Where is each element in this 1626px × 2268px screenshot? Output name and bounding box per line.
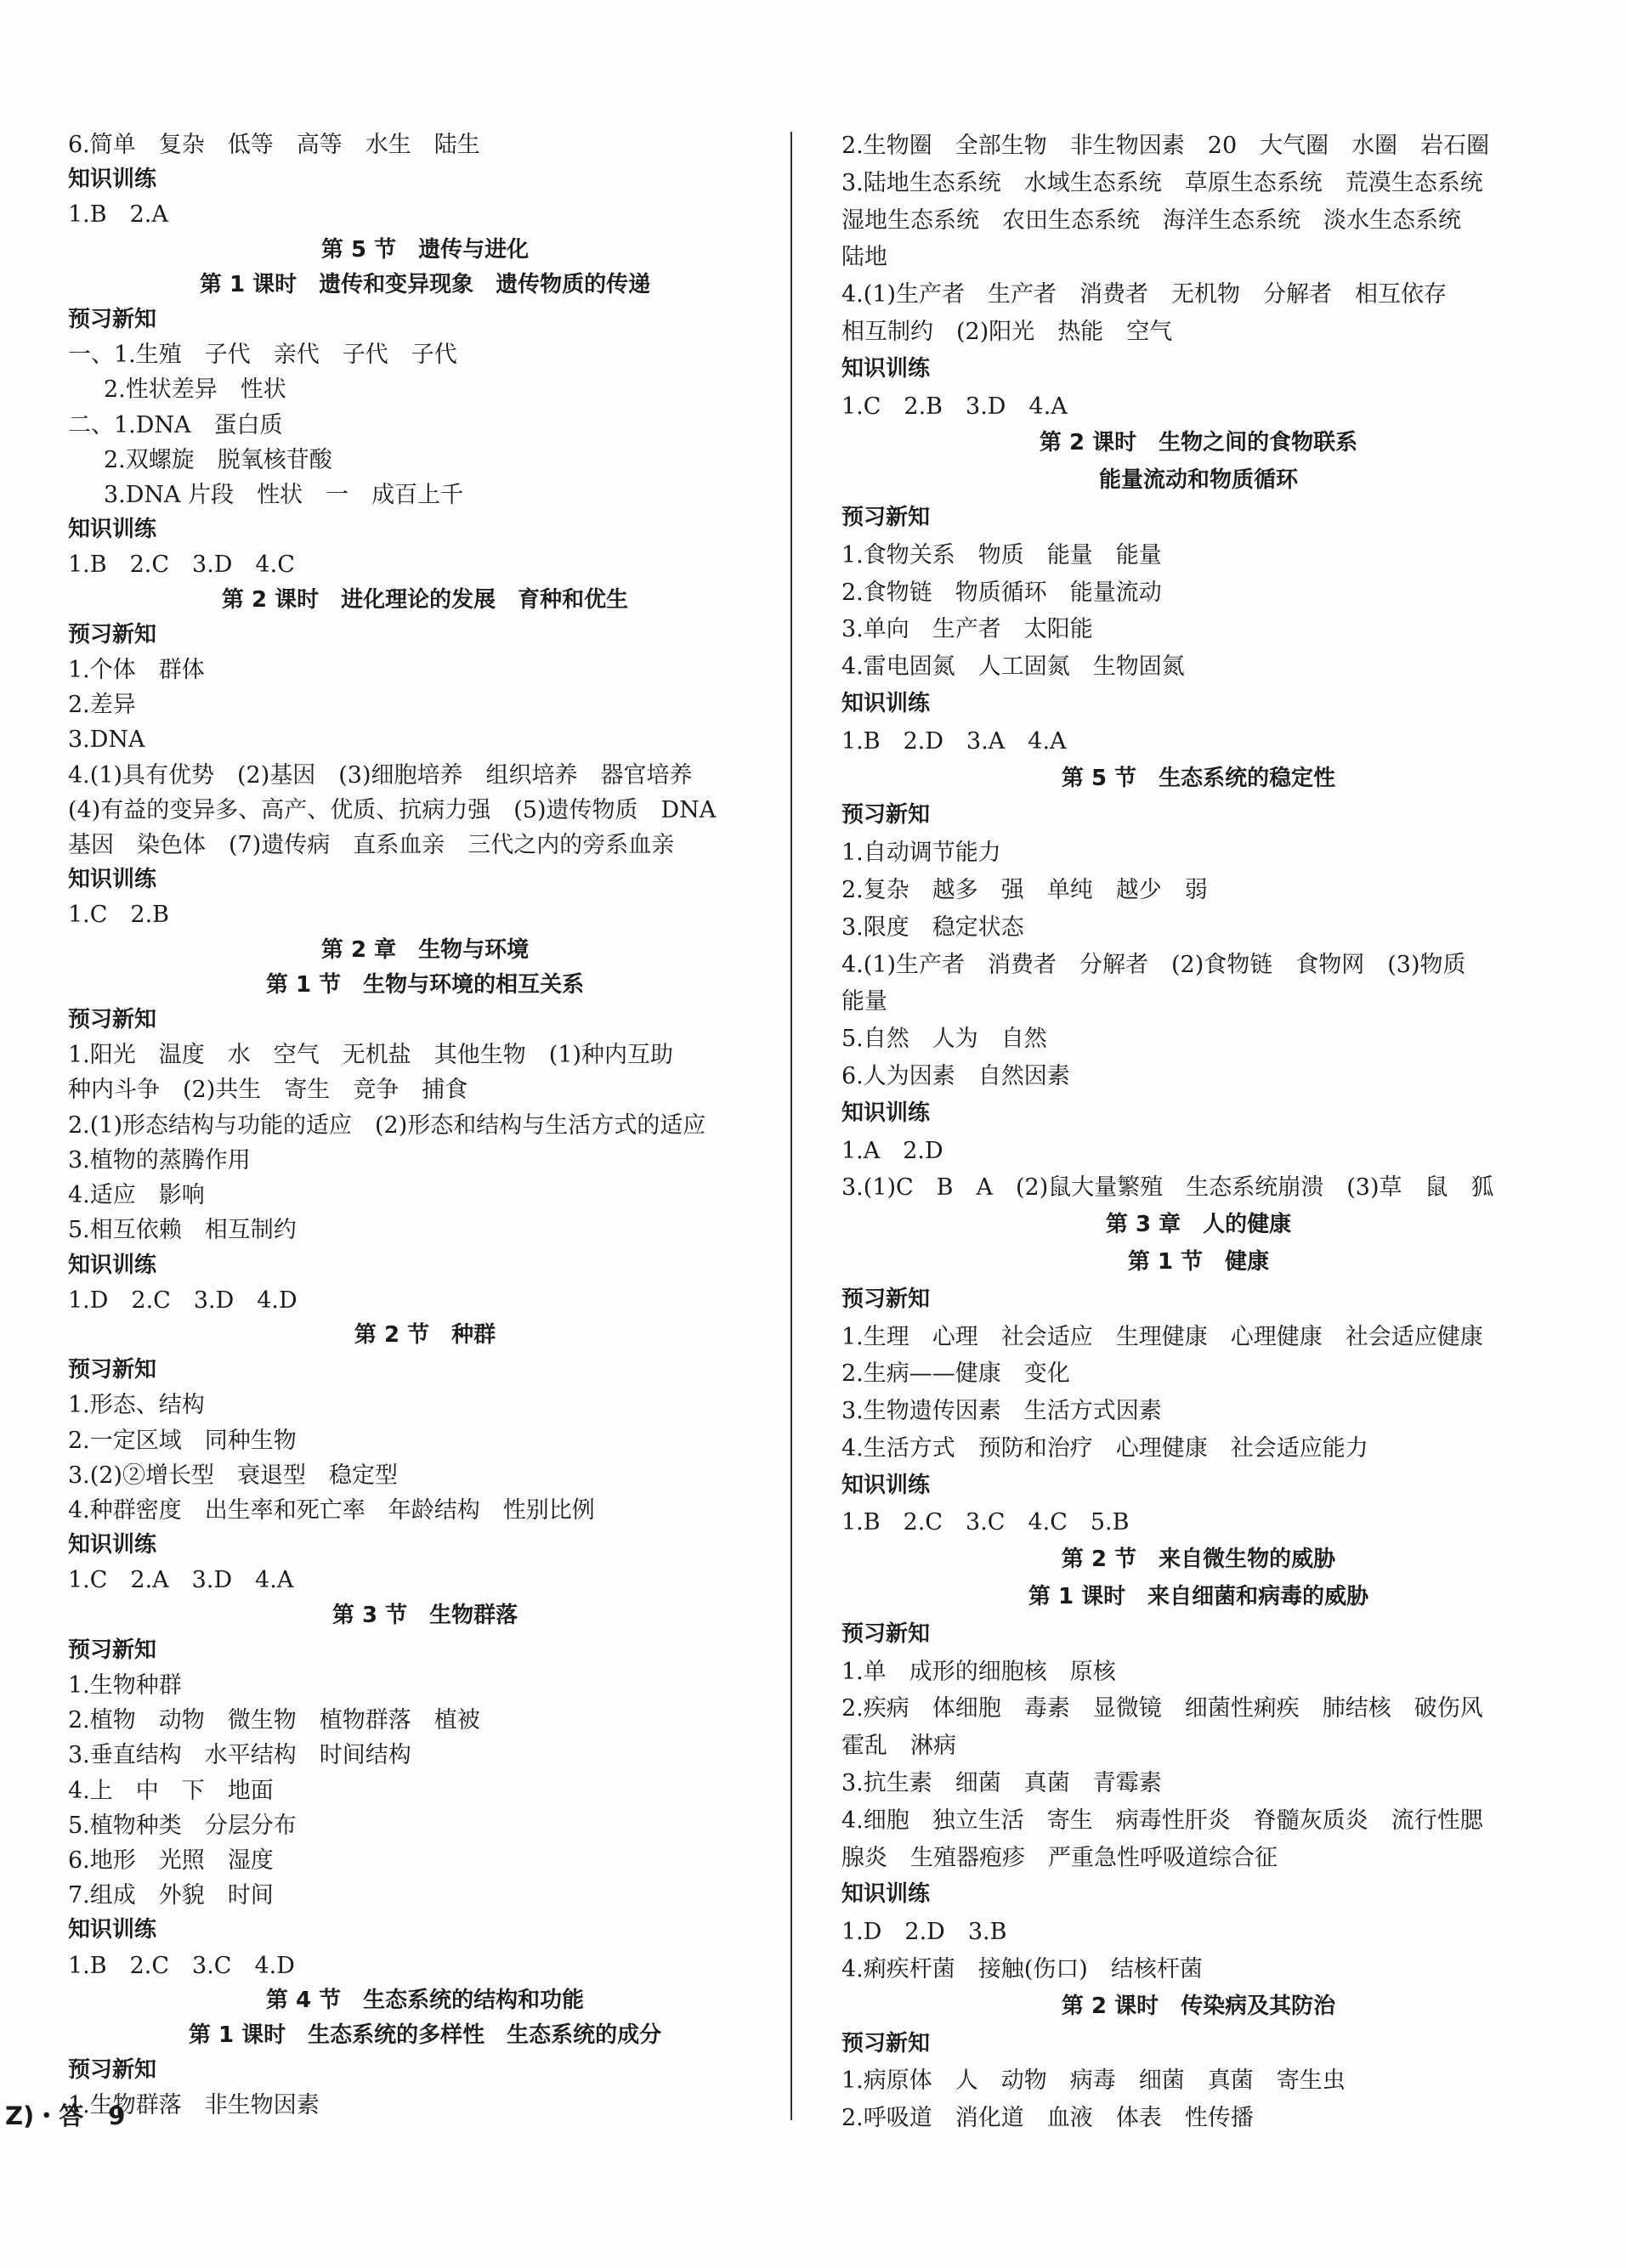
page-footer: Z)・答 9 (5, 2101, 126, 2130)
answer-line: 6.简单 复杂 低等 高等 水生 陆生 (68, 132, 480, 158)
answer-line: 2.疾病 体细胞 毒素 显微镜 细菌性痢疾 肺结核 破伤风 (841, 1695, 1483, 1722)
section-heading: 第 5 节 遗传与进化 (320, 236, 530, 263)
subsection-label: 知识训练 (68, 517, 157, 543)
answer-line: 3.限度 稳定状态 (841, 913, 1024, 941)
answer-line: 4.种群密度 出生率和死亡率 年龄结构 性别比例 (68, 1496, 595, 1524)
answer-line: 4.雷电固氮 人工固氮 生物固氮 (841, 653, 1185, 681)
answer-line: 2.复杂 越多 强 单纯 越少 弱 (841, 876, 1208, 903)
answer-line: 1.食物关系 物质 能量 能量 (841, 541, 1162, 568)
answer-line: 2.性状差异 性状 (104, 376, 286, 404)
answer-line: 3.(1)C B A (2)鼠大量繁殖 生态系统崩溃 (3)草 鼠 狐 (841, 1174, 1494, 1202)
answer-line: 2.呼吸道 消化道 血液 体表 性传播 (841, 2105, 1254, 2132)
subsection-label: 知识训练 (68, 167, 157, 193)
answer-line: 1.B 2.C 3.C 4.C 5.B (841, 1509, 1130, 1536)
answer-line: 4.(1)生产者 消费者 分解者 (2)食物链 食物网 (3)物质 (841, 951, 1466, 978)
answer-line: 3.陆地生态系统 水域生态系统 草原生态系统 荒漠生态系统 (841, 169, 1483, 196)
answer-line: 2.差异 (68, 692, 136, 719)
section-heading: 第 1 课时 遗传和变异现象 遗传物质的传递 (199, 271, 651, 297)
answer-line: 3.植物的蒸腾作用 (68, 1146, 251, 1174)
answer-line: 1.个体 群体 (68, 657, 205, 684)
section-heading: 第 2 章 生物与环境 (320, 936, 530, 963)
answer-line: 基因 染色体 (7)遗传病 直系血亲 三代之内的旁系血亲 (68, 832, 675, 859)
answer-line: 种内斗争 (2)共生 寄生 竞争 捕食 (68, 1077, 468, 1104)
subsection-label: 预习新知 (68, 621, 157, 648)
answer-line: 1.形态、结构 (68, 1392, 205, 1419)
answer-line: 6.人为因素 自然因素 (841, 1062, 1070, 1089)
column-divider (790, 132, 792, 2120)
subsection-label: 预习新知 (841, 504, 931, 530)
subsection-label: 知识训练 (68, 1532, 157, 1558)
answer-line: 4.生活方式 预防和治疗 心理健康 社会适应能力 (841, 1434, 1368, 1462)
subsection-label: 预习新知 (841, 1620, 931, 1647)
answer-line: 4.适应 影响 (68, 1182, 205, 1209)
section-heading: 第 2 课时 进化理论的发展 育种和优生 (221, 586, 629, 613)
answer-line: 湿地生态系统 农田生态系统 海洋生态系统 淡水生态系统 (841, 206, 1461, 234)
section-heading: 第 5 节 生态系统的稳定性 (1061, 765, 1336, 791)
answer-line: 7.组成 外貌 时间 (68, 1882, 274, 1909)
answer-line: 3.单向 生产者 太阳能 (841, 616, 1093, 643)
section-heading: 能量流动和物质循环 (1098, 467, 1298, 494)
answer-line: 4.(1)具有优势 (2)基因 (3)细胞培养 组织培养 器官培养 (68, 761, 693, 789)
subsection-label: 知识训练 (841, 355, 931, 382)
answer-line: 3.抗生素 细菌 真菌 青霉素 (841, 1770, 1162, 1797)
answer-line: 1.D 2.D 3.B (841, 1919, 1007, 1946)
answer-line: 5.相互依赖 相互制约 (68, 1217, 297, 1244)
subsection-label: 知识训练 (841, 1100, 931, 1126)
left-column (68, 127, 782, 2124)
answer-line: 陆地 (841, 244, 887, 271)
answer-line: 1.D 2.C 3.D 4.D (68, 1287, 297, 1314)
subsection-label: 知识训练 (68, 867, 157, 893)
answer-line: 2.生物圈 全部生物 非生物因素 20 大气圈 水圈 岩石圈 (841, 133, 1490, 159)
answer-line: 1.B 2.C 3.D 4.C (68, 551, 295, 579)
subsection-label: 预习新知 (841, 802, 931, 829)
answer-line: 2.双螺旋 脱氧核苷酸 (104, 446, 332, 473)
answer-line: 1.病原体 人 动物 病毒 细菌 真菌 寄生虫 (841, 2067, 1346, 2095)
section-heading: 第 1 课时 来自细菌和病毒的威胁 (1028, 1584, 1369, 1610)
answer-line: 1.阳光 温度 水 空气 无机盐 其他生物 (1)种内互助 (68, 1042, 674, 1069)
answer-line: 二、1.DNA 蛋白质 (68, 411, 283, 438)
answer-line: 3.垂直结构 水平结构 时间结构 (68, 1742, 411, 1769)
section-heading: 第 4 节 生态系统的结构和功能 (265, 1987, 585, 2013)
answer-line: 2.食物链 物质循环 能量流动 (841, 579, 1162, 606)
answer-line: 2.生病——健康 变化 (841, 1360, 1070, 1388)
subsection-label: 知识训练 (841, 1881, 931, 1908)
subsection-label: 预习新知 (68, 1357, 157, 1383)
section-heading: 第 1 节 健康 (1127, 1248, 1270, 1275)
answer-line: 1.B 2.A (68, 201, 168, 229)
answer-line: 1.自动调节能力 (841, 840, 1001, 867)
answer-line: 1.C 2.B (68, 902, 170, 929)
answer-line: 2.(1)形态结构与功能的适应 (2)形态和结构与生活方式的适应 (68, 1111, 706, 1139)
answer-line: 1.生物群落 非生物因素 (68, 2092, 320, 2119)
answer-line: 4.痢疾杆菌 接触(伤口) 结核杆菌 (841, 1956, 1203, 1983)
subsection-label: 知识训练 (841, 690, 931, 716)
answer-line: (4)有益的变异多、高产、优质、抗病力强 (5)遗传物质 DNA (68, 796, 717, 823)
answer-line: 5.植物种类 分层分布 (68, 1812, 297, 1839)
answer-line: 3.DNA 片段 性状 一 成百上千 (104, 482, 464, 509)
answer-line: 4.上 中 下 地面 (68, 1777, 274, 1804)
section-heading: 第 1 课时 生态系统的多样性 生态系统的成分 (188, 2022, 662, 2048)
answer-line: 1.B 2.D 3.A 4.A (841, 727, 1067, 755)
answer-line: 相互制约 (2)阳光 热能 空气 (841, 318, 1173, 345)
section-heading: 第 2 课时 生物之间的食物联系 (1039, 430, 1358, 456)
subsection-label: 预习新知 (68, 307, 157, 333)
answer-line: 3.(2)②增长型 衰退型 稳定型 (68, 1462, 399, 1489)
answer-line: 2.一定区域 同种生物 (68, 1427, 297, 1454)
subsection-label: 预习新知 (841, 2030, 931, 2056)
subsection-label: 预习新知 (841, 1286, 931, 1312)
section-heading: 第 2 节 种群 (354, 1321, 496, 1348)
answer-line: 1.C 2.B 3.D 4.A (841, 393, 1068, 420)
answer-line: 5.自然 人为 自然 (841, 1026, 1047, 1053)
section-heading: 第 1 节 生物与环境的相互关系 (265, 971, 585, 998)
subsection-label: 知识训练 (841, 1472, 931, 1498)
answer-line: 1.C 2.A 3.D 4.A (68, 1567, 294, 1594)
section-heading: 第 2 节 来自微生物的威胁 (1061, 1547, 1336, 1573)
section-heading: 第 3 节 生物群落 (331, 1602, 518, 1628)
subsection-label: 知识训练 (68, 1252, 157, 1278)
answer-line: 一、1.生殖 子代 亲代 子代 子代 (68, 342, 457, 369)
answer-line: 1.A 2.D (841, 1137, 943, 1164)
subsection-label: 预习新知 (68, 1007, 157, 1033)
answer-line: 1.生物种群 (68, 1671, 182, 1699)
right-column (841, 127, 1555, 2137)
answer-line: 2.植物 动物 微生物 植物群落 植被 (68, 1707, 480, 1734)
subsection-label: 知识训练 (68, 1917, 157, 1943)
answer-line: 6.地形 光照 湿度 (68, 1847, 274, 1874)
section-heading: 第 2 课时 传染病及其防治 (1061, 1993, 1336, 2019)
answer-line: 4.(1)生产者 生产者 消费者 无机物 分解者 相互依存 (841, 281, 1448, 308)
answer-line: 3.生物遗传因素 生活方式因素 (841, 1398, 1162, 1425)
answer-line: 能量 (841, 988, 887, 1015)
answer-line: 1.生理 心理 社会适应 生理健康 心理健康 社会适应健康 (841, 1323, 1483, 1350)
answer-line: 3.DNA (68, 727, 145, 754)
answer-line: 霍乱 淋病 (841, 1733, 956, 1760)
section-heading: 第 3 章 人的健康 (1105, 1212, 1292, 1238)
answer-line: 1.单 成形的细胞核 原核 (841, 1658, 1116, 1685)
answer-line: 腺炎 生殖器疱疹 严重急性呼吸道综合征 (841, 1844, 1278, 1871)
answer-line: 4.细胞 独立生活 寄生 病毒性肝炎 脊髓灰质炎 流行性腮 (841, 1807, 1483, 1834)
subsection-label: 预习新知 (68, 2057, 157, 2084)
answer-line: 1.B 2.C 3.C 4.D (68, 1952, 295, 1979)
subsection-label: 预习新知 (68, 1637, 157, 1663)
